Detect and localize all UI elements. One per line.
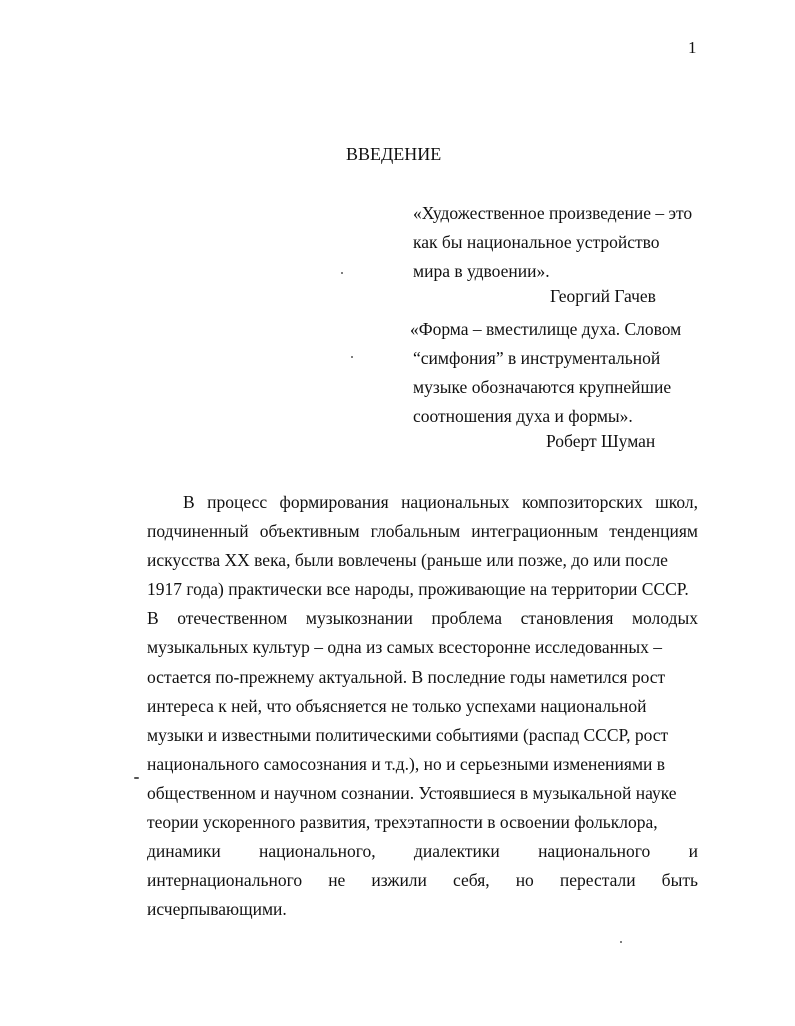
body-text-segment: исчерпывающими.: [147, 899, 287, 920]
body-line: [147, 895, 698, 924]
body-text-segment: интереса к ней, что объясняется не только успехами национальной: [147, 695, 647, 716]
epigraph-schumann: [410, 315, 713, 431]
body-text-segment: национального: [538, 841, 651, 862]
body-text-segment: В: [147, 608, 159, 629]
epigraph-line: “симфония” в инструментальной: [413, 348, 661, 368]
epigraph-line: мира в удвоении».: [413, 261, 550, 281]
body-text-segment: себя,: [452, 870, 490, 891]
body-text-segment: изжили: [371, 870, 427, 891]
body-text-segment: диалектики: [413, 841, 500, 862]
body-text-segment: отечественном: [177, 608, 288, 629]
body-text-segment: не: [328, 870, 346, 891]
body-line: [147, 721, 698, 750]
body-line: [147, 837, 698, 866]
epigraph-line: соотношения духа и формы».: [413, 406, 633, 426]
body-text-segment: молодых: [631, 608, 698, 629]
scan-speck: [341, 272, 343, 274]
body-text-segment: музыкальных культур – одна из самых всесторонне исследованных –: [147, 637, 662, 658]
body-text-segment: динамики: [147, 841, 221, 862]
body-text-segment: В: [183, 492, 195, 512]
epigraph-line: музыке обозначаются крупнейшие: [413, 377, 672, 397]
scan-speck: [351, 356, 353, 358]
body-line: [147, 663, 698, 692]
body-line: [147, 575, 698, 604]
epigraph-line: «Художественное произведение – это: [413, 203, 693, 223]
body-line: [147, 546, 698, 575]
body-text-segment: школ,: [655, 492, 698, 512]
body-text-segment: тенденциям: [609, 521, 698, 542]
body-text-segment: национального,: [259, 841, 376, 862]
scan-speck: [134, 777, 139, 779]
body-text-segment: 1917 года) практически все народы, проживающие на территории СССР.: [147, 579, 689, 600]
body-text-segment: становления: [520, 608, 614, 629]
body-text-segment: и: [688, 841, 698, 862]
body-paragraph: [147, 488, 698, 924]
body-text-segment: формирования: [279, 492, 389, 512]
body-line: [147, 866, 698, 895]
body-line: [147, 692, 698, 721]
body-text-segment: проблема: [431, 608, 503, 629]
body-text-segment: остается по-прежнему актуальной. В последние годы наметился рост: [147, 666, 666, 687]
scan-speck: [620, 941, 622, 943]
epigraph-gachev: [413, 199, 713, 286]
body-text-segment: общественном и научном сознании. Устоявшиеся в музыкальной науке: [147, 782, 677, 803]
body-text-segment: национальных: [401, 492, 510, 512]
body-line: [147, 808, 698, 837]
body-text-segment: подчиненный: [147, 521, 249, 542]
epigraph-line: «Форма – вместилище духа. Словом: [410, 319, 682, 339]
body-line: [147, 517, 698, 546]
body-text-segment: музыкознании: [305, 608, 413, 629]
body-text-segment: быть: [661, 870, 698, 891]
body-text-segment: процесс: [207, 492, 268, 512]
body-text-segment: интернационального: [147, 870, 303, 891]
body-line: [147, 750, 698, 779]
body-line: [147, 633, 698, 662]
body-text-segment: музыки и известными политическими событиями (распад СССР, рост: [147, 724, 669, 745]
body-line: [147, 488, 698, 517]
body-text-segment: композиторских: [522, 492, 643, 512]
epigraph-author-schumann: Роберт Шуман: [546, 431, 656, 451]
body-text-segment: объективным: [259, 521, 360, 542]
body-text-segment: интеграционным: [471, 521, 599, 542]
page-number: 1: [688, 38, 697, 57]
body-line: [147, 779, 698, 808]
body-text-segment: национального самосознания и т.д.), но и серьезными изменениями в: [147, 753, 666, 774]
body-text-segment: искусства XX века, были вовлечены (раньше или позже, до или после: [147, 550, 668, 571]
epigraph-author-gachev: Георгий Гачев: [550, 286, 656, 306]
page-title: ВВЕДЕНИЕ: [346, 144, 442, 164]
body-text-segment: глобальным: [370, 521, 461, 542]
body-text-segment: но: [515, 870, 534, 891]
body-text-segment: перестали: [559, 870, 636, 891]
body-text-segment: теории ускоренного развития, трехэтапности в освоении фольклора,: [147, 812, 658, 833]
epigraph-line: как бы национальное устройство: [413, 232, 660, 252]
body-line: [147, 604, 698, 633]
